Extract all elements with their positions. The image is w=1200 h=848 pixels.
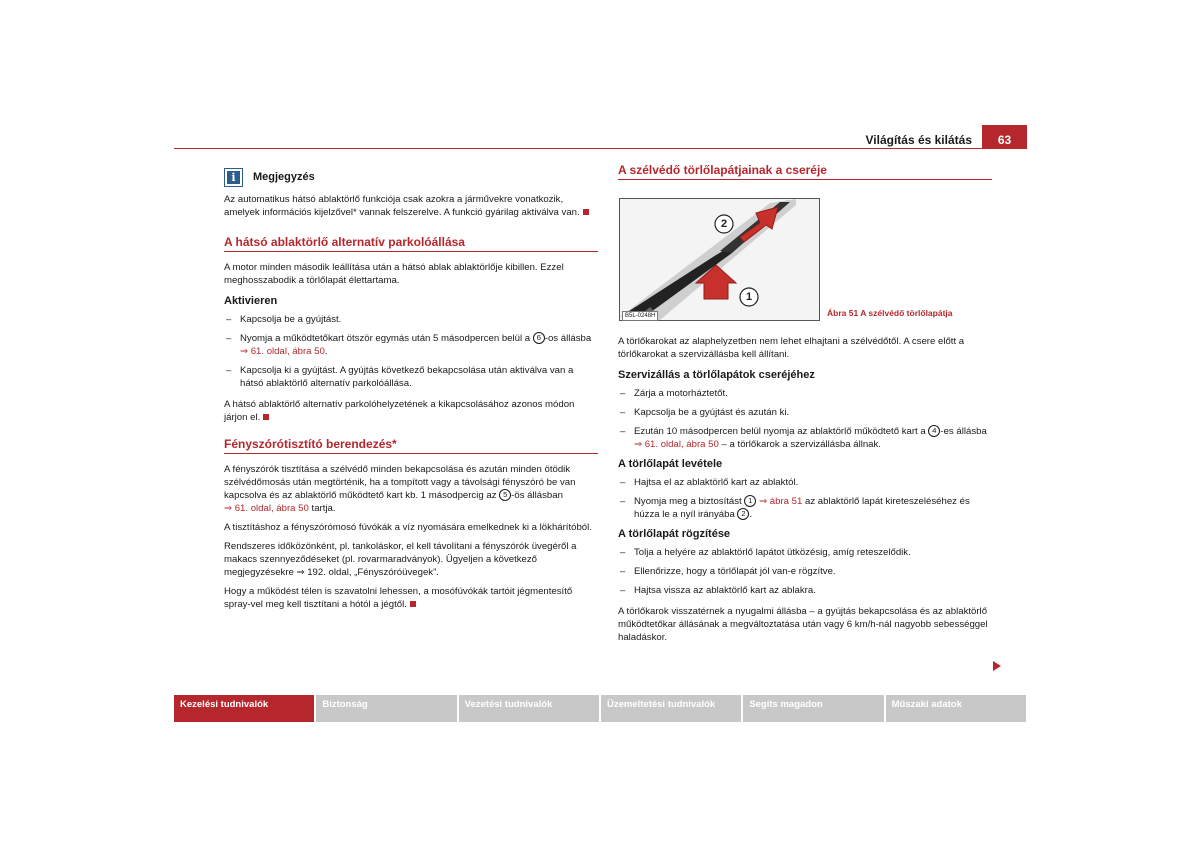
- end-marker-icon: [263, 414, 269, 420]
- footer-chapter-nav: [174, 695, 1026, 722]
- position-number-badge: 5: [499, 489, 511, 501]
- tab-technical-data[interactable]: Műszaki adatok: [886, 695, 1026, 722]
- note-header: [224, 168, 598, 187]
- headlight-washer-p4: Hogy a működést télen is szavatolni lehessen, a mosófúvókák tartóit jégmentesítő spray-vel meg kell tisztítani a hótól a jégtől.: [224, 586, 573, 610]
- right-column: [618, 160, 992, 189]
- headlight-washer-p1: A fényszórók tisztítása a szélvédő minden bekapcsolása és azután minden ötödik szélvédőmosás után megtörténik, ha a tompított vagy a távolsági fényszóró be van kapcsolva és az ablaktörlő működtető kart kb. 1 másodpercig az 5 -ös állásban ⇒ 61. oldal, ábra 50 tartja.: [224, 464, 576, 514]
- list-item: – Zárja a motorháztetőt.: [620, 388, 728, 399]
- figure-caption: Ábra 51 A szélvédő törlőlapátja: [827, 308, 953, 318]
- subtitle-attach-blade: A törlőlapát rögzítése: [618, 528, 731, 540]
- tab-self-help[interactable]: Segíts magadon: [743, 695, 883, 722]
- wiper-blade-outro: A törlőkarok visszatérnek a nyugalmi állásba – a gyújtás bekapcsolása és az ablaktörlő működtetőkar állásának a megváltoztatása után vagy 6 km/h-nál nagyobb sebességgel haladáskor.: [618, 606, 988, 643]
- cross-reference-link[interactable]: ⇒ 61. oldal, ábra 50: [634, 439, 719, 450]
- right-column-body: [618, 335, 992, 650]
- list-item: – Kapcsolja be a gyújtást és azután ki.: [620, 407, 790, 418]
- cross-reference-link[interactable]: ⇒ 61. oldal, ábra 50: [240, 346, 325, 357]
- section-title-headlight-washer: Fényszórótisztító berendezés*: [224, 438, 598, 454]
- headlight-washer-p3: Rendszeres időközönként, pl. tankoláskor, el kell távolítani a fényszórók üvegéről a makacs szennyeződéseket (pl. rovarmaradványok). Ügyeljen a következő megjegyzésekre ⇒ 192. oldal, „Fényszóróüvegek”.: [224, 541, 577, 578]
- subtitle-service-position: Szervizállás a törlőlapátok cseréjéhez: [618, 369, 815, 381]
- section-title-wiper-blades: A szélvédő törlőlapátjainak a cseréje: [618, 164, 992, 180]
- cross-reference-link[interactable]: ⇒ 61. oldal, ábra 50: [224, 503, 309, 514]
- list-item: – Nyomja a működtetőkart ötször egymás után 5 másodpercen belül a 6 -os állásba ⇒ 61. oldal, ábra 50.: [226, 333, 592, 357]
- tab-driving-info[interactable]: Vezetési tudnivalók: [459, 695, 599, 722]
- subtitle-activate: Aktivieren: [224, 295, 278, 307]
- list-item: – Kapcsolja ki a gyújtást. A gyújtás következő bekapcsolása után aktiválva van a hátsó ablaktörlő alternatív parkolóállása.: [226, 365, 574, 389]
- rear-wiper-outro: A hátsó ablaktörlő alternatív parkolóhelyzetének a kikapcsolásához azonos módon járjon el.: [224, 399, 575, 423]
- position-number-badge: 4: [928, 425, 940, 437]
- list-item: – Kapcsolja be a gyújtást.: [226, 314, 342, 325]
- wiper-blade-figure: [619, 198, 820, 321]
- figure-code: B5L-0248H: [622, 311, 658, 321]
- list-item: – Ezután 10 másodpercen belül nyomja az ablaktörlő működtető kart a 4 -es állásba ⇒ 61. oldal, ábra 50 – a törlőkarok a szervizállásba állnak.: [620, 426, 987, 450]
- callout-2-label: 2: [720, 218, 728, 230]
- left-column: [224, 168, 598, 617]
- end-marker-icon: [410, 601, 416, 607]
- section-title-rear-wiper: A hátsó ablaktörlő alternatív parkolóállása: [224, 236, 598, 252]
- cross-reference-link[interactable]: ⇒ ábra 51: [759, 496, 803, 507]
- list-item: – Hajtsa el az ablaktörlő kart az ablaktól.: [620, 477, 799, 488]
- list-item: – Tolja a helyére az ablaktörlő lapátot ütközésig, amíg reteszelődik.: [620, 547, 911, 558]
- end-marker-icon: [583, 209, 589, 215]
- list-item: – Ellenőrizze, hogy a törlőlapát jól van-e rögzítve.: [620, 566, 836, 577]
- headlight-washer-p2: A tisztításhoz a fényszórómosó fúvókák a víz nyomására emelkednek ki a lökhárítóból.: [224, 522, 592, 533]
- tab-operation-info[interactable]: Üzemeltetési tudnivalók: [601, 695, 741, 722]
- rear-wiper-intro: A motor minden második leállítása után a hátsó ablak ablaktörlője kibillen. Ezzel meghosszabodik a törlőlapát élettartama.: [224, 262, 564, 286]
- page-number: 63: [982, 125, 1027, 149]
- info-icon: i: [224, 168, 243, 187]
- tab-operating-info[interactable]: Kezelési tudnivalók: [174, 695, 314, 722]
- note-text: Az automatikus hátsó ablaktörlő funkciója csak azokra a járművekre vonatkozik, amelyek információs kijelzővel* vannak felszerelve. A funkció gyárilag aktiválva van.: [224, 193, 598, 219]
- tab-safety[interactable]: Biztonság: [316, 695, 456, 722]
- page-header-title: Világítás és kilátás: [865, 133, 972, 147]
- list-item: – Nyomja meg a biztosítást 1 ⇒ ábra 51 az ablaktörlő lapát kireteszeléséhez és húzza le a nyíl irányába 2 .: [620, 496, 970, 520]
- header-rule: [174, 148, 1026, 149]
- subtitle-remove-blade: A törlőlapát levétele: [618, 458, 723, 470]
- callout-1-label: 1: [745, 291, 753, 303]
- callout-number-badge: 2: [737, 508, 749, 520]
- position-number-badge: 6: [533, 332, 545, 344]
- note-title: Megjegyzés: [253, 171, 315, 183]
- list-item: – Hajtsa vissza az ablaktörlő kart az ablakra.: [620, 585, 816, 596]
- arrow-right-icon: [993, 661, 1001, 671]
- callout-number-badge: 1: [744, 495, 756, 507]
- wiper-blade-intro: A törlőkarokat az alaphelyzetben nem lehet elhajtani a szélvédőtől. A csere előtt a törlőkarokat a szervizállásba kell állítani.: [618, 336, 965, 360]
